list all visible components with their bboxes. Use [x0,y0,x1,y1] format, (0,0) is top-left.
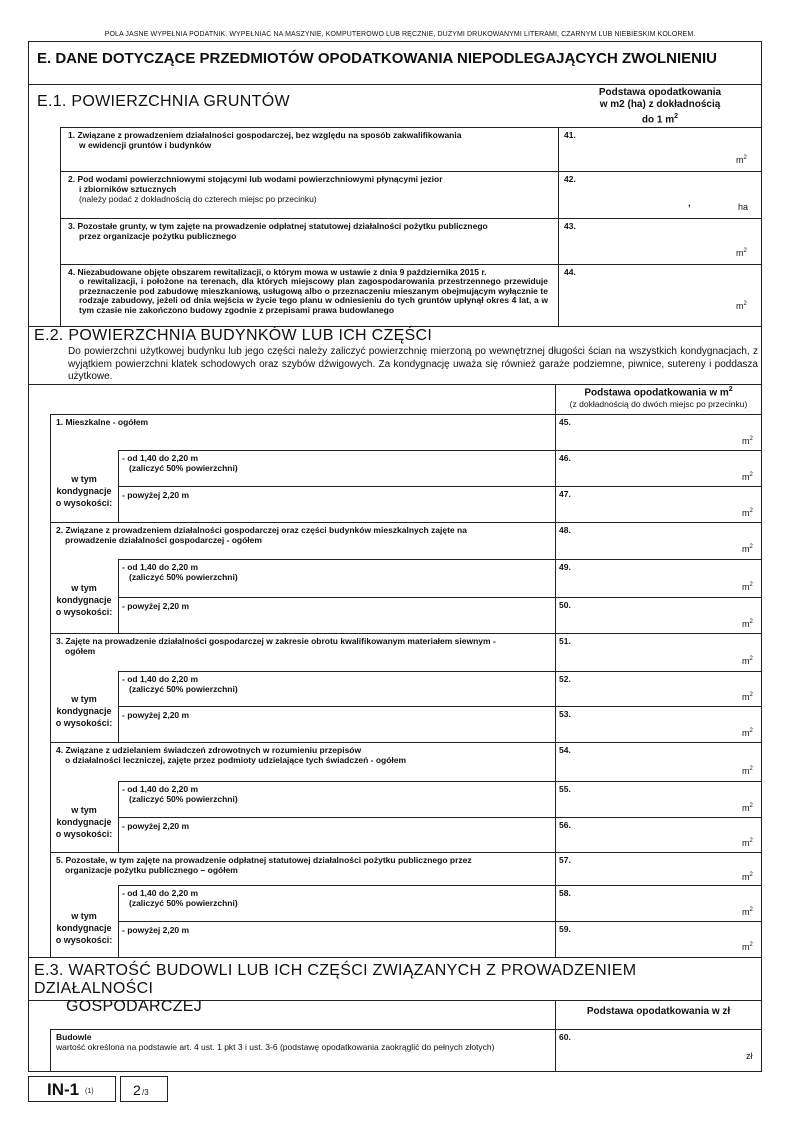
page-number-box [120,1076,168,1102]
field-59-unit: $m^2$ [742,942,753,952]
e2-group-2-wtym: w tym kondygnacje o wysokości: [55,583,113,617]
field-49-unit: $m^2$ [742,582,753,592]
e2-group-4-sub-a: - od 1,40 do 2,20 m (zaliczyć 50% powierzchni) [122,784,238,804]
field-48-input[interactable] [557,523,760,558]
field-42-unit: ha [738,202,749,212]
field-60-input[interactable] [557,1030,760,1071]
field-58-unit: $m^2$ [742,907,753,917]
field-42-input[interactable] [560,172,760,217]
field-51-unit: $m^2$ [742,656,753,666]
field-54-number: 54. [559,745,571,755]
field-43-input[interactable] [560,219,760,263]
field-49-input[interactable] [557,560,760,596]
e3-title: E.3. WARTOŚĆ BUDOWLI LUB ICH CZĘŚCI ZWIĄZANYCH Z PROWADZENIEM DZIAŁALNOŚCI GOSPODARCZEJ [34,962,637,1015]
field-56-unit: $m^2$ [742,838,753,848]
field-43-number: 43. [564,221,576,231]
e2-group-3-wtym: w tym kondygnacje o wysokości: [55,694,113,728]
field-47-number: 47. [559,489,571,499]
field-59-number: 59. [559,924,571,934]
field-58-input[interactable] [557,886,760,920]
field-54-input[interactable] [557,743,760,780]
e2-group-3-sub-a: - od 1,40 do 2,20 m (zaliczyć 50% powierzchni) [122,674,238,694]
field-57-unit: $m^2$ [742,872,753,882]
e2-title: E.2. POWIERZCHNIA BUDYNKÓW LUB ICH CZĘŚCI [34,327,433,344]
page-number: 2 [133,1082,141,1098]
field-44-input[interactable] [560,265,760,325]
field-56-number: 56. [559,820,571,830]
e2-group-3-label: 3. Zajęte na prowadzenie działalności gospodarczej w zakresie obrotu kwalifikowanym materiałem siewnym - ogółem [56,636,496,656]
e2-intro-text: Do powierzchni użytkowej budynku lub jego części należy zaliczyć powierzchnię mierzoną po wewnętrznej długości ścian na wszystkich kondygnacjach, z wyjątkiem powierzchni klatek schodowych oraz szybów dźwigowych. Za kondygnację uważa się również garaże podziemne, piwnice, sutereny i poddasza użytkowe. [68,346,758,382]
e2-column-header: Podstawa opodatkowania w $m^2$ (z dokładnością do dwóch miejsc po przecinku) [569,386,748,410]
form-code-box [28,1076,116,1102]
field-57-number: 57. [559,855,571,865]
e1-row-44-label: 4. Niezabudowane objęte obszarem rewitalizacji, o którym mowa w ustawie z dnia 9 października 2015 r. o rewitalizacji, i położone na terenach, dla których miejscowy plan zagospodarowania przestrzennego przewiduje przeznaczenie pod zabudowę mieszkaniową, usługową albo o przeznaczeniu mieszanym obejmującym wyłącznie te rodzaje zabudowy, jeżeli od dnia wejścia w życie tego planu w odniesieniu do tych gruntów upłynął okres 4 lat, a w tym czasie nie zakończono budowy zgodnie z przepisami prawa budowlanego [68,267,548,315]
e1-row-43-label: 3. Pozostałe grunty, w tym zajęte na prowadzenie odpłatnej statutowej działalności pożytku publicznego przez organizacje pożytku publicznego [68,221,488,241]
field-51-input[interactable] [557,634,760,670]
field-50-unit: $m^2$ [742,619,753,629]
field-52-unit: $m^2$ [742,692,753,702]
field-46-unit: $m^2$ [742,472,753,482]
e2-group-5-wtym: w tym kondygnacje o wysokości: [55,911,113,945]
e3-row-60-label: Budowle wartość określona na podstawie art. 4 ust. 1 pkt 3 i ust. 3-6 (podstawę opodatkowania zaokrąglić do pełnych złotych) [56,1032,495,1052]
form-code: IN-1 [47,1080,80,1099]
field-60-number: 60. [559,1032,571,1042]
field-49-number: 49. [559,562,571,572]
page-total: /3 [142,1088,149,1097]
field-55-number: 55. [559,784,571,794]
e1-column-header: Podstawa opodatkowania w m2 (ha) z dokładnością do 1 $m^2$ [598,87,722,126]
field-47-input[interactable] [557,487,760,521]
field-42-number: 42. [564,174,576,184]
field-54-unit: $m^2$ [742,766,753,776]
field-44-number: 44. [564,267,576,277]
e3-column-header: Podstawa opodatkowania w zł [586,1006,731,1017]
e2-group-4-sub-b: - powyżej 2,20 m [122,821,190,831]
field-53-number: 53. [559,709,571,719]
e2-group-2-label: 2. Związane z prowadzeniem działalności gospodarczej oraz części budynków mieszkalnych zajęte na prowadzenie działalności gospodarczej - ogółem [56,525,467,545]
field-46-input[interactable] [557,451,760,485]
field-52-input[interactable] [557,672,760,705]
e2-group-5-label: 5. Pozostałe, w tym zajęte na prowadzenie odpłatnej statutowej działalności pożytku publicznego przez organizacje pożytku publicznego – ogółem [56,855,472,875]
field-43-unit: $m^2$ [736,248,747,258]
field-59-input[interactable] [557,922,760,956]
field-41-unit: $m^2$ [736,155,747,165]
e1-row-42-label: 2. Pod wodami powierzchniowymi stojącymi lub wodami powierzchniowymi płynącymi jezior i zbiorników sztucznych (należy podać z dokładnością do czterech miejsc po przecinku) [68,174,443,204]
field-42-comma: , [688,198,691,208]
field-47-unit: $m^2$ [742,508,753,518]
e2-group-4-wtym: w tym kondygnacje o wysokości: [55,805,113,839]
section-e-title: E. DANE DOTYCZĄCE PRZEDMIOTÓW OPODATKOWANIA NIEPODLEGAJĄCYCH ZWOLNIENIU [37,50,718,67]
field-52-number: 52. [559,674,571,684]
e2-group-5-sub-b: - powyżej 2,20 m [122,925,190,935]
field-53-unit: $m^2$ [742,728,753,738]
field-57-input[interactable] [557,853,760,884]
e2-group-5-sub-a: - od 1,40 do 2,20 m (zaliczyć 50% powierzchni) [122,888,238,908]
field-55-input[interactable] [557,782,760,816]
e2-group-1-label: 1. Mieszkalne - ogółem [56,417,149,427]
field-50-input[interactable] [557,598,760,632]
e2-group-2-sub-a: - od 1,40 do 2,20 m (zaliczyć 50% powierzchni) [122,562,238,582]
e1-row-41-label: 1. Związane z prowadzeniem działalności gospodarczej, bez względu na sposób zakwalifikowania w ewidencji gruntów i budynków [68,130,462,150]
e2-group-1-wtym: w tym kondygnacje o wysokości: [55,474,113,508]
field-55-unit: $m^2$ [742,803,753,813]
field-60-unit: zł [746,1051,753,1061]
field-53-input[interactable] [557,707,760,741]
e2-group-1-sub-b: - powyżej 2,20 m [122,490,190,500]
field-45-input[interactable] [557,415,760,449]
field-44-unit: $m^2$ [736,301,747,311]
field-45-unit: $m^2$ [742,436,753,446]
field-46-number: 46. [559,453,571,463]
top-instruction-note: POLA JASNE WYPEŁNIA PODATNIK. WYPEŁNIAĆ NA MASZYNIE, KOMPUTEROWO LUB RĘCZNIE, DUŻYMI DRUKOWANYMI LITERAMI, CZARNYM LUB NIEBIESKIM KOLOREM. [104,31,696,38]
field-48-number: 48. [559,525,571,535]
field-41-input[interactable] [560,128,760,170]
form-version: (1) [85,1088,94,1095]
e2-group-3-sub-b: - powyżej 2,20 m [122,710,190,720]
field-58-number: 58. [559,888,571,898]
field-41-number: 41. [564,130,576,140]
field-51-number: 51. [559,636,571,646]
e2-group-2-sub-b: - powyżej 2,20 m [122,601,190,611]
field-45-number: 45. [559,417,571,427]
field-56-input[interactable] [557,818,760,851]
field-48-unit: $m^2$ [742,544,753,554]
e2-group-4-label: 4. Związane z udzielaniem świadczeń zdrowotnych w rozumieniu przepisów o działalności leczniczej, zajęte przez podmioty udzielające tych świadczeń - ogółem [56,745,407,765]
e2-group-1-sub-a: - od 1,40 do 2,20 m (zaliczyć 50% powierzchni) [122,453,238,473]
e1-title: E.1. POWIERZCHNIA GRUNTÓW [37,93,290,110]
field-50-number: 50. [559,600,571,610]
